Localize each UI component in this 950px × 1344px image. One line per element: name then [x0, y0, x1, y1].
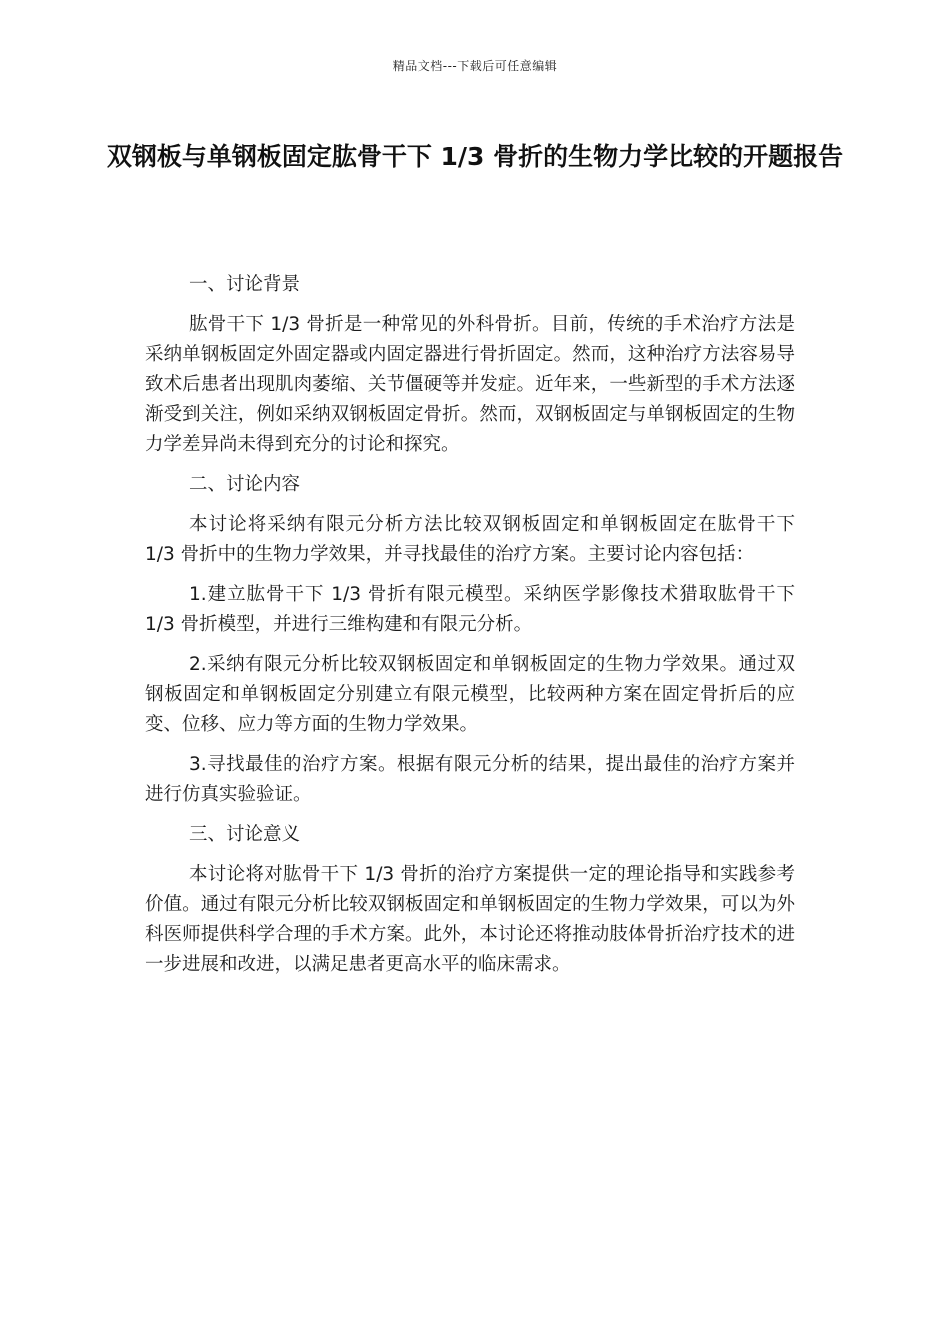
- section-heading-background: 一、讨论背景: [189, 274, 301, 295]
- significance-paragraph: 本讨论将对肱骨干下 1/3 骨折的治疗方案提供一定的理论指导和实践参考价值。通过有限元分析比较双钢板固定和单钢板固定的生物力学效果，可以为外科医师提供科学合理的手术方案。此外，本讨论还将推动肢体骨折治疗技术的进一步进展和改进，以满足患者更高水平的临床需求。: [145, 864, 795, 975]
- document-body: [145, 270, 795, 990]
- content-list-item: 2.采纳有限元分析比较双钢板固定和单钢板固定的生物力学效果。通过双钢板固定和单钢板固定分别建立有限元模型，比较两种方案在固定骨折后的应变、位移、应力等方面的生物力学效果。: [145, 654, 795, 735]
- content-intro-paragraph: 本讨论将采纳有限元分析方法比较双钢板固定和单钢板固定在肱骨干下 1/3 骨折中的生物力学效果，并寻找最佳的治疗方案。主要讨论内容包括：: [145, 514, 795, 565]
- content-list-item: 3.寻找最佳的治疗方案。根据有限元分析的结果，提出最佳的治疗方案并进行仿真实验验证。: [145, 754, 795, 805]
- background-paragraph: 肱骨干下 1/3 骨折是一种常见的外科骨折。目前，传统的手术治疗方法是采纳单钢板固定外固定器或内固定器进行骨折固定。然而，这种治疗方法容易导致术后患者出现肌肉萎缩、关节僵硬等并发症。近年来，一些新型的手术方法逐渐受到关注，例如采纳双钢板固定骨折。然而，双钢板固定与单钢板固定的生物力学差异尚未得到充分的讨论和探究。: [145, 314, 795, 455]
- section-heading-content: 二、讨论内容: [189, 474, 301, 495]
- section-heading-significance: 三、讨论意义: [189, 824, 301, 845]
- content-list-item: 1.建立肱骨干下 1/3 骨折有限元模型。采纳医学影像技术猎取肱骨干下 1/3 骨折模型，并进行三维构建和有限元分析。: [145, 584, 795, 635]
- header-note: 精品文档---下载后可任意编辑: [392, 59, 558, 73]
- document-title: 双钢板与单钢板固定肱骨干下 1/3 骨折的生物力学比较的开题报告: [106, 142, 844, 171]
